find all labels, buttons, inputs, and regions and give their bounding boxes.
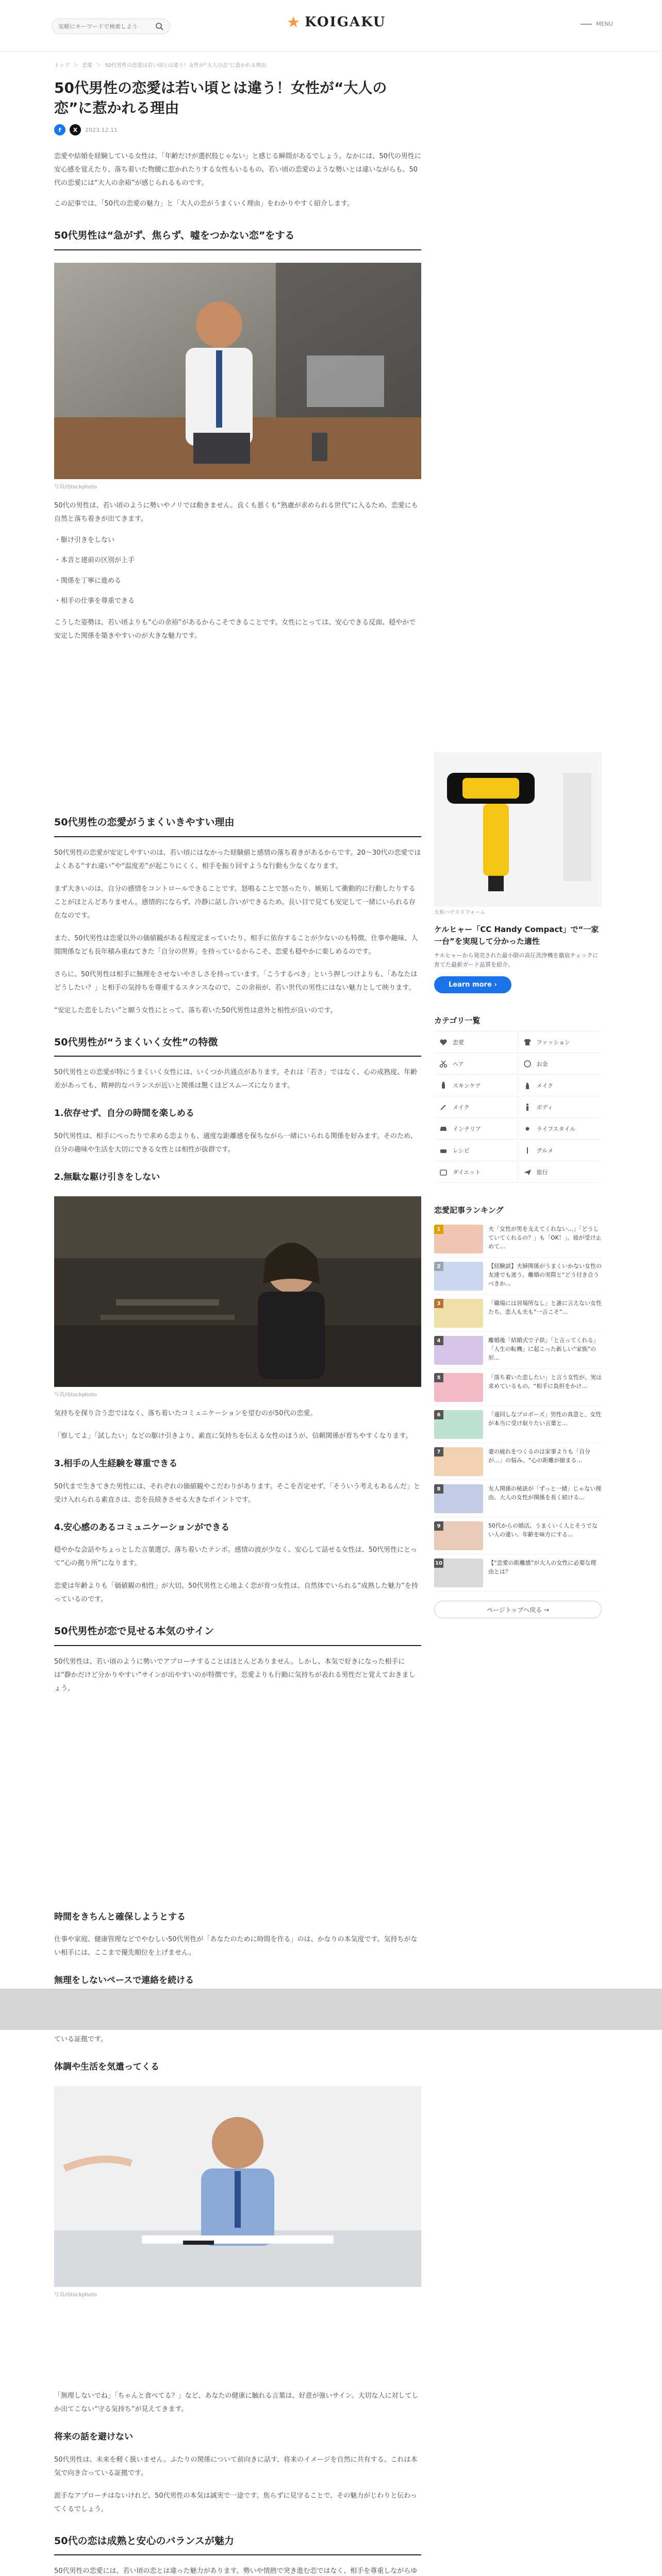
x-share-icon[interactable]: X [70,124,81,135]
heart-icon [439,1038,448,1046]
category-item[interactable]: ヘア [434,1053,518,1075]
list-item: ・関係を丁寧に進める [54,577,122,585]
body-icon [523,1103,532,1111]
search-input[interactable] [58,23,155,30]
ranking-item[interactable] [434,1221,602,1258]
plane-icon [523,1168,532,1176]
ranking-item[interactable] [434,1332,602,1369]
subsection-heading: 4.安心感のあるコミュニケーションができる [54,1522,230,1533]
subsection-heading: 将来の話を避けない [54,2432,133,2443]
article-figure [54,2086,421,2298]
ranking-thumbnail[interactable] [434,1299,483,1328]
ranking-item[interactable] [434,1295,602,1332]
brush-icon [439,1103,448,1111]
ranking-title[interactable]: 「落ち着いた恋したい」と言う女性が、実は求めているもの。“相手に負担をかけ… [488,1374,602,1390]
logo-icon [286,15,301,29]
list-item: ・本音と建前の区別が上手 [54,556,135,565]
ranking-item[interactable] [434,1480,602,1517]
section-heading: 50代男性が“うまくいく女性”の特徴 [54,1035,421,1057]
breadcrumb: トップ ＞ 恋愛 ＞ 50代男性の恋愛は若い頃とは違う！女性が“大人の恋”に惹かれる理由 [54,63,267,69]
rank-number-badge: 3 [434,1299,443,1308]
subsection-heading: 無理をしないペースで連絡を続ける [54,1975,194,1986]
ranking-title[interactable]: 友人関係の秘訣が「ずっと一緒」じゃない理由。大人の女性が関係を長く続ける… [488,1485,602,1501]
sidebar [434,52,602,1618]
ranking-title[interactable]: 50代からの婚活、うまくいく人とそうでない人の違い。年齢を味方にする… [488,1522,598,1538]
ad-title[interactable]: ケルヒャー「CC Handy Compact」で“一家一台”を実現して分かった適性 [434,925,599,946]
ranking-title[interactable]: 離婚後「結婚式で子供」「と言ってくれる」「人生の転機」に起こった新しい“家族”の形… [488,1337,599,1362]
category-item[interactable]: 旅行 [518,1161,602,1183]
rank-number-badge: 7 [434,1447,443,1456]
ranking-title[interactable]: 夫「女性が男を支えてくれない…」「どうしていてくれるの？」も「OK！」。彼が受け止めて… [488,1226,602,1250]
rank-number-badge: 9 [434,1521,443,1531]
scissors-icon [439,1060,448,1068]
article-meta [54,124,421,135]
ad-image[interactable] [434,752,602,907]
ranking-title[interactable]: 「遠回しなプロポーズ」男性の真意と、女性が本当に受け取りたい言葉と… [488,1411,602,1427]
businessman-photo [54,263,421,479]
ranking-thumbnail[interactable] [434,1484,483,1513]
ranking-thumbnail[interactable] [434,1262,483,1291]
ranking-title[interactable]: 妻の疲れをつくるのは家事よりも「自分が…」の悩み。“心の距離が縮まる… [488,1448,590,1464]
breadcrumb-item-top[interactable]: トップ [54,63,70,69]
ranking-thumbnail[interactable] [434,1521,483,1550]
category-item[interactable]: ライフスタイル [518,1118,602,1140]
ranking-thumbnail[interactable] [434,1336,483,1365]
rank-number-badge: 8 [434,1484,443,1494]
category-heading: カテゴリ一覧 [434,1016,481,1026]
article-figure [54,263,421,490]
ad-learn-more-button[interactable]: Learn more › [434,976,511,993]
pot-icon [439,1146,448,1155]
site-header [0,0,662,52]
ranking-item[interactable] [434,1369,602,1406]
rank-number-badge: 1 [434,1225,443,1234]
shirt-icon [523,1038,532,1046]
rank-number-badge: 4 [434,1336,443,1345]
ranking-title[interactable]: 【“恋愛の距離感”が大人の女性に必要な理由とは？ [488,1560,597,1575]
bottle-icon [439,1081,448,1090]
ranking-thumbnail[interactable] [434,1447,483,1476]
breadcrumb-item-current: 50代男性の恋愛は若い頃とは違う！女性が“大人の恋”に惹かれる理由 [105,63,267,69]
rank-number-badge: 10 [434,1558,443,1568]
ad-brand: 大和ハウスリフォーム [434,910,486,916]
ranking-heading: 恋愛記事ランキング [434,1206,504,1215]
category-item[interactable]: メイク [434,1096,518,1118]
list-item: ・相手の仕事を尊重できる [54,597,135,605]
photo-caption: 写真/iStockphoto [54,484,97,490]
rank-number-badge: 6 [434,1410,443,1419]
category-item[interactable]: メイク [518,1075,602,1096]
sun-icon [523,1125,532,1133]
stressed-man-photo [54,2086,421,2287]
subsection-heading: 3.相手の人生経験を尊重できる [54,1459,178,1469]
category-grid [434,1031,602,1183]
category-item[interactable]: ボディ [518,1096,602,1118]
article: トップ ＞ 恋愛 ＞ 50代男性の恋愛は若い頃とは違う！女性が“大人の恋”に惹かれる理由 50代男性の恋愛は若い頃とは違う！女性が“大人の恋”に惹かれる理由 f X 2023.12.11 恋愛や結婚を経験している女性は、「年齢だけが選択肢じゃない」と感じる瞬間があるでしょう。なかには、50代の男性に安心感を覚えたり、落ち着いた物腰に惹かれたりする女性もいるもの。若い頃の恋愛のような勢いとは違いながらも、50代の恋愛には“大人の余裕”が感じられるものです。 この記事では、「50代の恋愛の魅力」と「大人の恋がうまくいく理由」をわかりやすく紹介します。 50代男性は“急がず、焦らず、嘘をつかない恋”をする 写真/iStockphoto 50代の男性は、若い頃のように勢いやノリでは動きません。良くも悪くも“熟慮が求められる世代”に入るため、恋愛にも自然と落ち着きが出てきます。 ・駆け引きをしない ・本音と建前の区別が上手 ・関係を丁寧に進める ・相手の仕事を尊重できる こうした姿勢は、若い頃よりも“心の余裕”があるからこそできることです。女性にとっては、安心できる反面、穏やかで安定した関係を築きやすいのが大きな魅力です。 50代男性の恋愛がうまくいきやすい理由 50代男性の恋愛が安定しやすいのは、若い頃にはなかった経験値と感情の落ち着きがあるからです。20〜30代の恋愛ではよくある“すれ違い”や“温度差”が起こりにくく、相手を振り回すような行動も少なくなります。 まず大きいのは、自分の感情をコントロールできることです。怒鳴ることで怒ったり、嫉妬して衝動的に行動したりすることがほとんどありません。感情的にならず、冷静に話し合いができるため、長い目で見ても安定して一緒にいられる存在なのです。 また、50代男性は恋愛以外の価値観がある程度定まっていたり、相手に依存することが少ないのも特徴。仕事や趣味、人間関係なども長年積み重ねてきた「自分の世界」を持っているからこそ、恋愛も穏やかに楽しめるのです。 さらに、50代男性は相手に無理をさせないやさしさを持っています。「こうするべき」という押しつけよりも、「あなたはどうしたい？」と相手の気持ちを尊重するスタンスなので、この余裕が、若い世代の男性にはない魅力として映ります。 “安定した恋をしたい”と願う女性にとって、落ち着いた50代男性は意外と相性が良いのです。 50代男性が“うまくいく女性”の特徴 50代男性との恋愛が特にうまくいく女性には、いくつか共通点があります。それは「若さ」ではなく、心の成熟度、年齢差があっても、精神的なバランスが近いと関係は驚くほどスムーズになります。 1.依存せず、自分の時間を楽しめる 50代男性は、相手にべったりで求める恋よりも、適度な距離感を保ちながら一緒にいられる関係を好みます。そのため、自分の趣味や生活を大切にできる女性とは相性が抜群です。 2.無駄な駆け引きをしない 写真/iStockphoto 気持ちを探り合う恋ではなく、落ち着いたコミュニケーションを望むのが50代の恋愛。 「察してよ」「試したい」などの駆け引きより、素直に気持ちを伝える女性のほうが、信頼関係が育ちやすくなります。 3.相手の人生経験を尊重できる 50代まで生きてきた男性には、それぞれの価値観やこだわりがあります。そこを否定せず、「そういう考えもあるんだ」と受け入れられる素直さは、恋を長続きさせる大きなポイントです。 4.安心感のあるコミュニケーションができる 穏やかな会話やちょっとした言葉選び、落ち着いたテンポ。感情の波が少なく、安心して話せる女性は、50代男性にとって“心の拠り所”になります。 恋愛は年齢よりも「価値観の相性」が大切。50代男性と心地よく恋が育つ女性は、自然体でいられる“成熟した魅力”を持っているのです。 50代男性が恋で見せる本気のサイン 50代男性は、若い頃のように勢いでアプローチすることはほとんどありません。しかし、本気で好きになった相手には“静かだけど分かりやすい”サインが出やすいのが特徴です。恋愛よりも行動に気持ちが表れる男性だと覚えておきましょう。 時間をきちんと確保しようとする 仕事や家庭、健康管理などでやむしい50代男性が「あなたのために時間を作る」のは、かなりの本気度です。気持ちがない相手には、ここまで優先順位を上げません。 無理をしないペースで連絡を続ける ている証拠です。 体調や生活を気遣ってくる 写真/iStockphoto 「無理しないでね」「ちゃんと食べてる？」など、あなたの健康に触れる言葉は、好意が強いサイン。大切な人に対してしか出てこない“守る気持ち”が見えてきます。 将来の話を避けない 50代男性は、未来を軽く扱いません。ふたりの関係について前向きに話す、将来のイメージを自然に共有する、これは本気で向き合っている証拠です。 派手なアプローチはないけれど、50代男性の本気は誠実で一途です。焦らずに見守ることで、その魅力がじわりと伝わってくるでしょう。 50代の恋は成熟と安心のバランスが魅力 50代男性の恋愛には、若い頃の恋とは違った魅力があります。勢いや情熱で突き進む恋ではなく、相手を尊重しながらゆ [54,52,421,2576]
article-figure [54,1196,421,1398]
menu-label: MENU [596,21,613,27]
photo-caption: 写真/iStockphoto [54,1392,97,1398]
page-top-button[interactable]: ページトップへ戻る → [434,1601,602,1618]
list-item: ・駆け引きをしない [54,536,115,544]
category-item[interactable]: レシピ [434,1140,518,1161]
ranking-title[interactable]: 【経験談】夫婦関係がうまくいかない女性の友達でも迷う。離婚の実際と“どう付き合うべきか… [488,1263,602,1287]
subsection-heading: 体調や生活を気遣ってくる [54,2061,159,2072]
category-item[interactable]: 恋愛 [434,1031,518,1053]
category-item[interactable]: ダイエット [434,1161,518,1183]
scale-icon [439,1168,448,1176]
ad-description: ケルヒャーから発売された最小限の高圧洗浄機を徹底チェックに育てた最新ガード品質を紹介。 [434,952,599,968]
ranking-thumbnail[interactable] [434,1558,483,1587]
category-item[interactable]: スキンケア [434,1075,518,1096]
category-item[interactable]: ファッション [518,1031,602,1053]
category-item[interactable]: お金 [518,1053,602,1075]
coin-icon [523,1060,532,1068]
rank-number-badge: 5 [434,1373,443,1382]
category-item[interactable]: グルメ [518,1140,602,1161]
ranking-item[interactable] [434,1406,602,1443]
subsection-heading: 時間をきちんと確保しようとする [54,1911,186,1922]
logo-text: KOIGAKU [305,14,386,30]
sofa-icon [439,1125,448,1133]
woman-portrait-photo [54,1196,421,1387]
ranking-thumbnail[interactable] [434,1373,483,1402]
ranking-item[interactable] [434,1258,602,1295]
lipstick-icon [523,1081,532,1090]
hamburger-icon [581,24,592,25]
section-heading: 50代男性の恋愛がうまくいきやすい理由 [54,815,421,837]
ad-placeholder-band [0,1989,662,2030]
category-item[interactable]: インテリア [434,1118,518,1140]
search-box[interactable] [52,19,170,34]
search-icon[interactable] [155,22,163,30]
ranking-item[interactable] [434,1443,602,1480]
ranking-item[interactable] [434,1554,602,1591]
ranking-list [434,1221,602,1591]
ranking-thumbnail[interactable] [434,1410,483,1439]
article-lead: 恋愛や結婚を経験している女性は、「年齢だけが選択肢じゃない」と感じる瞬間があるでしょう。なかには、50代の男性に安心感を覚えたり、落ち着いた物腰に惹かれたりする女性もいるもの。若い頃の恋愛のような勢いとは違いながらも、50代の恋愛には“大人の余裕”が感じられるものです。 この記事では、「50代の恋愛の魅力」と「大人の恋がうまくいく理由」をわかりやすく紹介します。 [54,152,421,208]
site-logo[interactable] [286,14,386,30]
ranking-item[interactable] [434,1517,602,1554]
section-heading: 50代男性は“急がず、焦らず、嘘をつかない恋”をする [54,228,421,250]
section-heading: 50代の恋は成熟と安心のバランスが魅力 [54,2534,421,2556]
ranking-title[interactable]: 「職場には居場所なし」と誰に言えない女性たち。恋人も夫も“一言こそ”… [488,1300,602,1316]
menu-button[interactable] [581,21,613,27]
ranking-thumbnail[interactable] [434,1225,483,1253]
photo-caption: 写真/iStockphoto [54,2292,97,2298]
fork-icon [523,1146,532,1155]
subsection-heading: 2.無駄な駆け引きをしない [54,1172,160,1182]
publish-date: 2023.12.11 [85,126,118,133]
rank-number-badge: 2 [434,1262,443,1271]
subsection-heading: 1.依存せず、自分の時間を楽しめる [54,1108,194,1119]
page-title: 50代男性の恋愛は若い頃とは違う！女性が“大人の恋”に惹かれる理由 [54,79,387,117]
facebook-share-icon[interactable]: f [54,124,65,135]
breadcrumb-item-category[interactable]: 恋愛 [82,63,93,69]
section-heading: 50代男性が恋で見せる本気のサイン [54,1624,421,1646]
